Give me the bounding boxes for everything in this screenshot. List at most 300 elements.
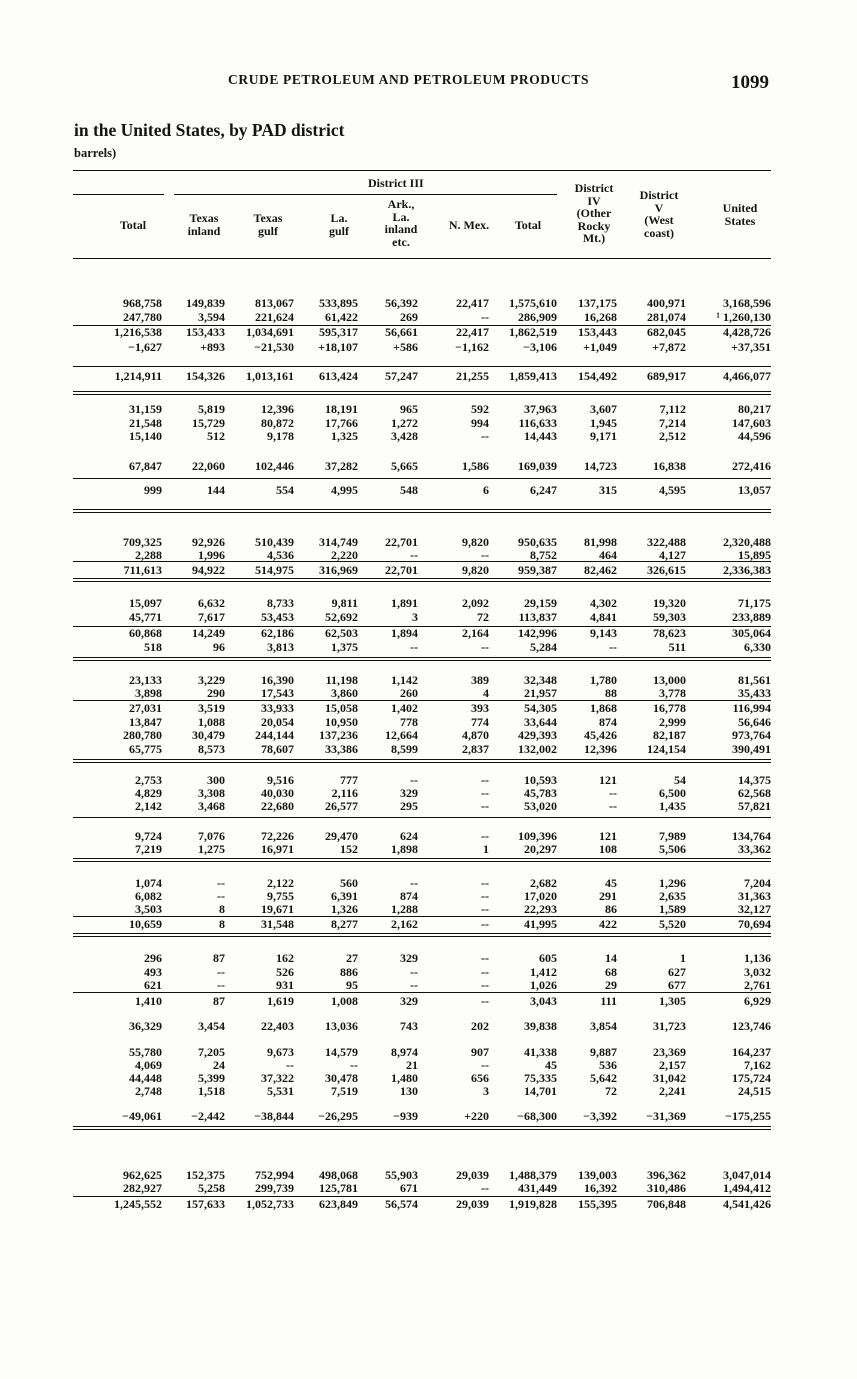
table-cell: 15,895 <box>738 548 771 562</box>
table-cell: 24,515 <box>738 1084 771 1098</box>
column-header-line: Texas <box>253 211 283 225</box>
table-cell: 2,241 <box>659 1084 686 1098</box>
table-cell: 322,488 <box>647 535 686 549</box>
table-cell: 21,957 <box>524 686 557 700</box>
table-cell: 22,417 <box>456 325 489 339</box>
table-cell: -- <box>481 951 489 965</box>
table-row <box>0 611 857 624</box>
table-cell: 116,633 <box>518 416 557 430</box>
table-cell: 125,781 <box>319 1181 358 1195</box>
table-cell: 10,950 <box>325 715 358 729</box>
table-cell: 96 <box>213 640 225 654</box>
table-row <box>0 787 857 800</box>
double-rule <box>73 578 771 582</box>
table-row <box>0 536 857 549</box>
table-cell: 45 <box>545 1058 557 1072</box>
table-cell: 9,171 <box>590 429 617 443</box>
table-cell: 57,247 <box>385 369 418 383</box>
table-cell: −2,442 <box>191 1109 225 1123</box>
table-cell: 15,058 <box>325 701 358 715</box>
table-cell: 15,097 <box>129 596 162 610</box>
table-cell: 1,325 <box>331 429 358 443</box>
table-subtitle: barrels) <box>74 146 117 160</box>
table-cell: 1,375 <box>331 640 358 654</box>
table-cell: 4,069 <box>135 1058 162 1072</box>
table-cell: 260 <box>400 686 418 700</box>
table-cell: 72 <box>605 1084 617 1098</box>
table-cell: 1,894 <box>391 626 418 640</box>
table-cell: 1,518 <box>198 1084 225 1098</box>
table-cell: 22,701 <box>385 535 418 549</box>
table-cell: -- <box>481 640 489 654</box>
table-cell: 23,133 <box>129 673 162 687</box>
table-cell: 14,375 <box>738 773 771 787</box>
table-cell: 12,396 <box>584 742 617 756</box>
table-cell: 1 <box>680 951 686 965</box>
table-cell: 16,390 <box>261 673 294 687</box>
table-cell: 137,175 <box>578 296 617 310</box>
table-cell: -- <box>410 773 418 787</box>
table-cell: -- <box>481 917 489 931</box>
table-row <box>0 702 857 715</box>
table-cell: 154,492 <box>578 369 617 383</box>
table-cell: -- <box>481 876 489 890</box>
table-cell: 4,536 <box>267 548 294 562</box>
table-cell: 53,453 <box>261 610 294 624</box>
table-cell: 56,661 <box>385 325 418 339</box>
table-cell: -- <box>481 902 489 916</box>
column-header-line: (West <box>644 213 674 227</box>
table-cell: 280,780 <box>123 728 162 742</box>
table-cell: 33,933 <box>261 701 294 715</box>
table-cell: 1,088 <box>198 715 225 729</box>
table-cell: 1,245,552 <box>114 1197 162 1211</box>
table-cell: 290 <box>207 686 225 700</box>
table-cell: 33,386 <box>325 742 358 756</box>
column-header-line: etc. <box>392 234 410 249</box>
table-row <box>0 674 857 687</box>
table-cell: 3,898 <box>135 686 162 700</box>
table-cell: 53,020 <box>524 799 557 813</box>
table-cell: 3 <box>483 1084 489 1098</box>
column-header-line: La. <box>330 211 348 225</box>
table-cell: 6 <box>483 483 489 497</box>
table-cell: 7,214 <box>659 416 686 430</box>
table-row <box>0 903 857 916</box>
table-cell: 813,067 <box>255 296 294 310</box>
table-cell: 9,820 <box>462 535 489 549</box>
table-cell: 130 <box>400 1084 418 1098</box>
table-cell: 37,282 <box>325 459 358 473</box>
table-cell: 393 <box>471 701 489 715</box>
table-cell: 29,470 <box>325 829 358 843</box>
table-cell: 1,919,828 <box>509 1197 557 1211</box>
table-cell: 67,847 <box>129 459 162 473</box>
table-cell: 5,284 <box>530 640 557 654</box>
table-cell: 22,293 <box>524 902 557 916</box>
table-cell: 45,426 <box>584 728 617 742</box>
table-cell: 5,399 <box>198 1071 225 1085</box>
running-title: CRUDE PETROLEUM AND PETROLEUM PRODUCTS <box>228 72 590 87</box>
table-cell: 965 <box>400 402 418 416</box>
table-cell: 4,595 <box>659 483 686 497</box>
table-cell: 35,433 <box>738 686 771 700</box>
table-rule <box>73 170 771 171</box>
table-row <box>0 995 857 1008</box>
table-cell: 8,733 <box>267 596 294 610</box>
table-rule <box>73 992 771 993</box>
table-cell: 7,112 <box>659 402 686 416</box>
table-cell: -- <box>481 994 489 1008</box>
table-row <box>0 1020 857 1033</box>
table-cell: 4,428,726 <box>723 325 771 339</box>
table-cell: 2,682 <box>530 876 557 890</box>
table-cell: 2,761 <box>744 978 771 992</box>
table-cell: 931 <box>276 978 294 992</box>
table-cell: 57,821 <box>738 799 771 813</box>
table-cell: 329 <box>400 994 418 1008</box>
table-cell: −939 <box>393 1109 418 1123</box>
table-cell: 2,837 <box>462 742 489 756</box>
table-cell: -- <box>217 978 225 992</box>
table-cell: -- <box>481 829 489 843</box>
column-header-line: District <box>639 188 679 202</box>
table-rule <box>73 817 771 818</box>
table-cell: 55,780 <box>129 1045 162 1059</box>
table-row <box>0 627 857 640</box>
table-cell: 6,929 <box>744 994 771 1008</box>
table-row <box>0 311 857 324</box>
table-cell: −175,255 <box>725 1109 771 1123</box>
table-row <box>0 1110 857 1123</box>
table-cell: 1,480 <box>391 1071 418 1085</box>
table-cell: 32,348 <box>524 673 557 687</box>
table-cell: 874 <box>400 889 418 903</box>
table-cell: 778 <box>400 715 418 729</box>
column-header <box>93 219 173 232</box>
table-cell: -- <box>481 889 489 903</box>
table-title: in the United States, by PAD district <box>74 120 345 140</box>
table-cell: 70,694 <box>738 917 771 931</box>
table-cell: 152 <box>340 842 358 856</box>
table-cell: -- <box>481 799 489 813</box>
table-cell: 422 <box>599 917 617 931</box>
table-cell: 82,187 <box>653 728 686 742</box>
table-cell: 2,999 <box>659 715 686 729</box>
table-cell: 464 <box>599 548 617 562</box>
table-cell: 2,288 <box>135 548 162 562</box>
table-row <box>0 326 857 339</box>
table-cell: 1,780 <box>590 673 617 687</box>
table-cell: 3,854 <box>590 1019 617 1033</box>
table-cell: 111 <box>600 994 617 1008</box>
table-cell: 1,862,519 <box>509 325 557 339</box>
table-cell: 124,154 <box>647 742 686 756</box>
table-cell: 4,127 <box>659 548 686 562</box>
table-cell: 33,362 <box>738 842 771 856</box>
table-cell: 390,491 <box>732 742 771 756</box>
table-cell: 13,847 <box>129 715 162 729</box>
column-header <box>228 212 308 237</box>
table-cell: -- <box>217 889 225 903</box>
table-cell: 87 <box>213 951 225 965</box>
table-row <box>0 952 857 965</box>
table-cell: 656 <box>471 1071 489 1085</box>
table-cell: 2,512 <box>659 429 686 443</box>
table-cell: 45,783 <box>524 786 557 800</box>
table-cell: 959,387 <box>518 563 557 577</box>
table-cell: 9,143 <box>590 626 617 640</box>
table-cell: 56,646 <box>738 715 771 729</box>
table-cell: 3,503 <box>135 902 162 916</box>
table-cell: 41,995 <box>524 917 557 931</box>
table-cell: 4,841 <box>590 610 617 624</box>
table-cell: 2,336,383 <box>723 563 771 577</box>
table-cell: 62,503 <box>325 626 358 640</box>
table-cell: 1,052,733 <box>246 1197 294 1211</box>
table-cell: 314,749 <box>319 535 358 549</box>
table-cell: 1,034,691 <box>246 325 294 339</box>
table-cell: 9,724 <box>135 829 162 843</box>
table-row <box>0 641 857 654</box>
table-cell: 1,859,413 <box>509 369 557 383</box>
table-cell: 1,305 <box>659 994 686 1008</box>
table-cell: 536 <box>599 1058 617 1072</box>
column-header-line: States <box>724 213 756 228</box>
table-cell: 389 <box>471 673 489 687</box>
table-rule <box>73 258 771 259</box>
table-row <box>0 460 857 473</box>
table-cell: 20,297 <box>524 842 557 856</box>
table-cell: 37,322 <box>261 1071 294 1085</box>
table-cell: 310,486 <box>647 1181 686 1195</box>
table-cell: 8 <box>219 902 225 916</box>
table-cell: 31,363 <box>738 889 771 903</box>
table-cell: -- <box>410 876 418 890</box>
table-cell: 1,074 <box>135 876 162 890</box>
table-cell: −26,295 <box>318 1109 358 1123</box>
table-cell: 52,692 <box>325 610 358 624</box>
table-cell: 2,142 <box>135 799 162 813</box>
table-cell: 157,633 <box>186 1197 225 1211</box>
table-cell: 7,519 <box>331 1084 358 1098</box>
table-cell: 247,780 <box>123 310 162 324</box>
table-cell: -- <box>481 978 489 992</box>
table-cell: 777 <box>340 773 358 787</box>
table-cell: 6,391 <box>331 889 358 903</box>
table-cell: 134,764 <box>732 829 771 843</box>
table-cell: 752,994 <box>255 1168 294 1182</box>
table-cell: 44,596 <box>738 429 771 443</box>
table-cell: 7,162 <box>744 1058 771 1072</box>
column-header-line: IV <box>587 193 601 208</box>
table-cell: 605 <box>539 951 557 965</box>
table-cell: 45 <box>605 876 617 890</box>
table-cell: 9,811 <box>331 596 358 610</box>
table-cell: 1,008 <box>331 994 358 1008</box>
table-row <box>0 830 857 843</box>
table-cell: 20,054 <box>261 715 294 729</box>
table-cell: 677 <box>668 978 686 992</box>
table-cell: 71,175 <box>738 596 771 610</box>
table-cell: -- <box>481 786 489 800</box>
table-cell: 4,302 <box>590 596 617 610</box>
table-cell: +37,351 <box>731 340 771 354</box>
table-cell: 14,723 <box>584 459 617 473</box>
table-cell: 27 <box>346 951 358 965</box>
column-header-line: coast) <box>644 225 674 240</box>
table-cell: 7,204 <box>744 876 771 890</box>
table-row <box>0 341 857 354</box>
table-cell: 21,548 <box>129 416 162 430</box>
table-cell: -- <box>481 310 489 324</box>
table-cell: 56,574 <box>385 1197 418 1211</box>
table-cell: 2,122 <box>267 876 294 890</box>
table-cell: 774 <box>471 715 489 729</box>
table-cell: 1,412 <box>530 965 557 979</box>
table-cell: -- <box>481 773 489 787</box>
table-cell: 3,454 <box>198 1019 225 1033</box>
table-rule <box>73 478 771 479</box>
table-cell: 233,889 <box>732 610 771 624</box>
table-cell: 44,448 <box>129 1071 162 1085</box>
table-cell: 1,586 <box>462 459 489 473</box>
table-cell: 429,393 <box>518 728 557 742</box>
table-cell: 56,392 <box>385 296 418 310</box>
column-header-line: Rocky <box>577 218 611 233</box>
table-cell: 269 <box>400 310 418 324</box>
table-cell: 23,369 <box>653 1045 686 1059</box>
table-cell: 22,680 <box>261 799 294 813</box>
table-cell: 15,729 <box>192 416 225 430</box>
table-row <box>0 564 857 577</box>
table-cell: -- <box>410 548 418 562</box>
table-cell: 329 <box>400 951 418 965</box>
table-cell: 102,446 <box>255 459 294 473</box>
table-cell: 2,162 <box>391 917 418 931</box>
table-cell: -- <box>481 1181 489 1195</box>
table-cell: 32,127 <box>738 902 771 916</box>
table-cell: 31,723 <box>653 1019 686 1033</box>
table-row <box>0 403 857 416</box>
table-cell: 1 <box>483 842 489 856</box>
table-cell: 17,766 <box>325 416 358 430</box>
double-rule <box>73 509 771 513</box>
table-cell: 7,617 <box>198 610 225 624</box>
table-cell: 12,396 <box>261 402 294 416</box>
district-iii-header: District III <box>368 176 424 190</box>
table-cell: 88 <box>605 686 617 700</box>
table-cell: 81,561 <box>738 673 771 687</box>
table-cell: 21,255 <box>456 369 489 383</box>
table-cell: 7,076 <box>198 829 225 843</box>
table-cell: 9,755 <box>267 889 294 903</box>
table-cell: 3,168,596 <box>723 296 771 310</box>
table-cell: 2,753 <box>135 773 162 787</box>
table-cell: 299,739 <box>255 1181 294 1195</box>
table-cell: 36,329 <box>129 1019 162 1033</box>
table-cell: 123,746 <box>732 1019 771 1033</box>
table-cell: 72,226 <box>261 829 294 843</box>
table-cell: 82,462 <box>584 563 617 577</box>
table-cell: -- <box>410 640 418 654</box>
table-row <box>0 370 857 383</box>
table-cell: 26,577 <box>325 799 358 813</box>
table-cell: 2,092 <box>462 596 489 610</box>
table-cell: 886 <box>340 965 358 979</box>
table-row <box>0 843 857 856</box>
table-cell: 30,479 <box>192 728 225 742</box>
table-cell: 510,439 <box>255 535 294 549</box>
table-cell: 999 <box>144 483 162 497</box>
table-cell: 19,320 <box>653 596 686 610</box>
table-cell: -- <box>410 978 418 992</box>
table-rule <box>73 366 771 367</box>
table-cell: 6,082 <box>135 889 162 903</box>
table-cell: 68 <box>605 965 617 979</box>
table-cell: 1,142 <box>391 673 418 687</box>
table-row <box>0 800 857 813</box>
table-cell: 1,494,412 <box>723 1181 771 1195</box>
table-cell: 12,664 <box>385 728 418 742</box>
table-cell: 7,989 <box>659 829 686 843</box>
column-header-line: Total <box>514 218 542 232</box>
table-cell: 149,839 <box>186 296 225 310</box>
table-cell: 1,026 <box>530 978 557 992</box>
table-row <box>0 743 857 756</box>
table-cell: 1,288 <box>391 902 418 916</box>
table-cell: 3,043 <box>530 994 557 1008</box>
table-cell: 1,216,538 <box>114 325 162 339</box>
table-cell: 4 <box>483 686 489 700</box>
table-row <box>0 297 857 310</box>
table-rule <box>174 194 557 195</box>
table-cell: 41,338 <box>524 1045 557 1059</box>
table-cell: 711,613 <box>123 563 162 577</box>
table-cell: 16,971 <box>261 842 294 856</box>
table-cell: 2,157 <box>659 1058 686 1072</box>
table-cell: -- <box>410 965 418 979</box>
table-cell: −49,061 <box>122 1109 162 1123</box>
table-cell: 6,632 <box>198 596 225 610</box>
table-cell: 60,868 <box>129 626 162 640</box>
table-cell: 29,039 <box>456 1197 489 1211</box>
table-cell: 221,624 <box>255 310 294 324</box>
table-cell: −68,300 <box>517 1109 557 1123</box>
table-cell: 295 <box>400 799 418 813</box>
table-cell: 3,607 <box>590 402 617 416</box>
table-cell: 14 <box>605 951 617 965</box>
column-header <box>619 189 699 239</box>
table-cell: 1,402 <box>391 701 418 715</box>
table-cell: 300 <box>207 773 225 787</box>
table-cell: 75,335 <box>524 1071 557 1085</box>
table-cell: 137,236 <box>319 728 358 742</box>
table-cell: 968,758 <box>123 296 162 310</box>
table-cell: 5,506 <box>659 842 686 856</box>
table-cell: 5,520 <box>659 917 686 931</box>
table-cell: 3,813 <box>267 640 294 654</box>
table-cell: 16,778 <box>653 701 686 715</box>
table-cell: 14,701 <box>524 1084 557 1098</box>
table-cell: 45,771 <box>129 610 162 624</box>
table-row <box>0 687 857 700</box>
table-cell: +18,107 <box>318 340 358 354</box>
table-cell: 5,258 <box>198 1181 225 1195</box>
table-row <box>0 1046 857 1059</box>
table-cell: 326,615 <box>647 563 686 577</box>
table-row <box>0 774 857 787</box>
